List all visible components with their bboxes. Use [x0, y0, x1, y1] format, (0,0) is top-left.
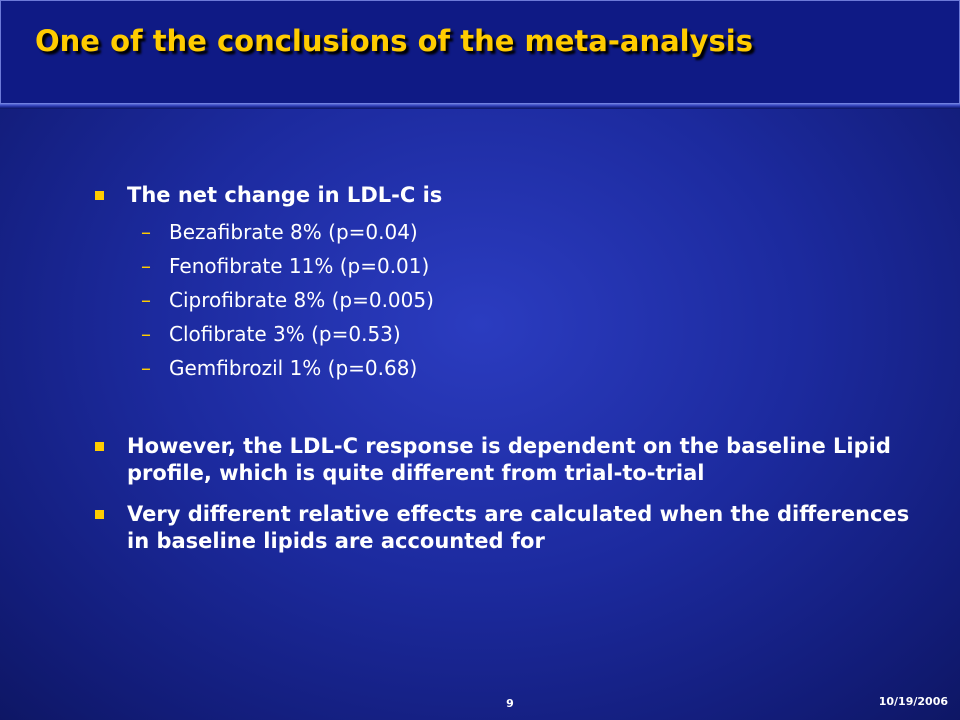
sub-bullet-list	[127, 215, 912, 385]
bullet-list	[92, 182, 912, 555]
sub-bullet-item	[127, 215, 912, 249]
sub-bullet-item	[127, 351, 912, 385]
bullet-text: However, the LDL-C response is dependent on the baseline Lipid profile, which is quite different from trial-to-trial	[127, 434, 891, 485]
dash-icon: –	[141, 220, 151, 244]
sub-bullet-text: Clofibrate 3% (p=0.53)	[169, 322, 401, 346]
sub-bullet-text: Ciprofibrate 8% (p=0.005)	[169, 288, 434, 312]
square-bullet-icon	[95, 510, 104, 519]
square-bullet-icon	[95, 191, 104, 200]
sub-bullet-item	[127, 317, 912, 351]
sub-bullet-text: Fenofibrate 11% (p=0.01)	[169, 254, 430, 278]
dash-icon: –	[141, 322, 151, 346]
title-divider	[0, 103, 960, 109]
dash-icon: –	[141, 288, 151, 312]
dash-icon: –	[141, 254, 151, 278]
sub-bullet-item	[127, 283, 912, 317]
bullet-item	[92, 501, 912, 555]
sub-bullet-text: Bezafibrate 8% (p=0.04)	[169, 220, 418, 244]
bullet-text: The net change in LDL-C is	[127, 183, 443, 207]
dash-icon: –	[141, 356, 151, 380]
slide-title: One of the conclusions of the meta-analysis	[35, 24, 753, 58]
page-number: 9	[506, 697, 514, 710]
bullet-item	[92, 433, 912, 487]
bullet-item	[92, 182, 912, 385]
square-bullet-icon	[95, 442, 104, 451]
sub-bullet-item	[127, 249, 912, 283]
sub-bullet-text: Gemfibrozil 1% (p=0.68)	[169, 356, 418, 380]
bullet-text: Very different relative effects are calculated when the differences in baseline lipids are accounted for	[127, 502, 910, 553]
footer-date: 10/19/2006	[878, 695, 948, 708]
